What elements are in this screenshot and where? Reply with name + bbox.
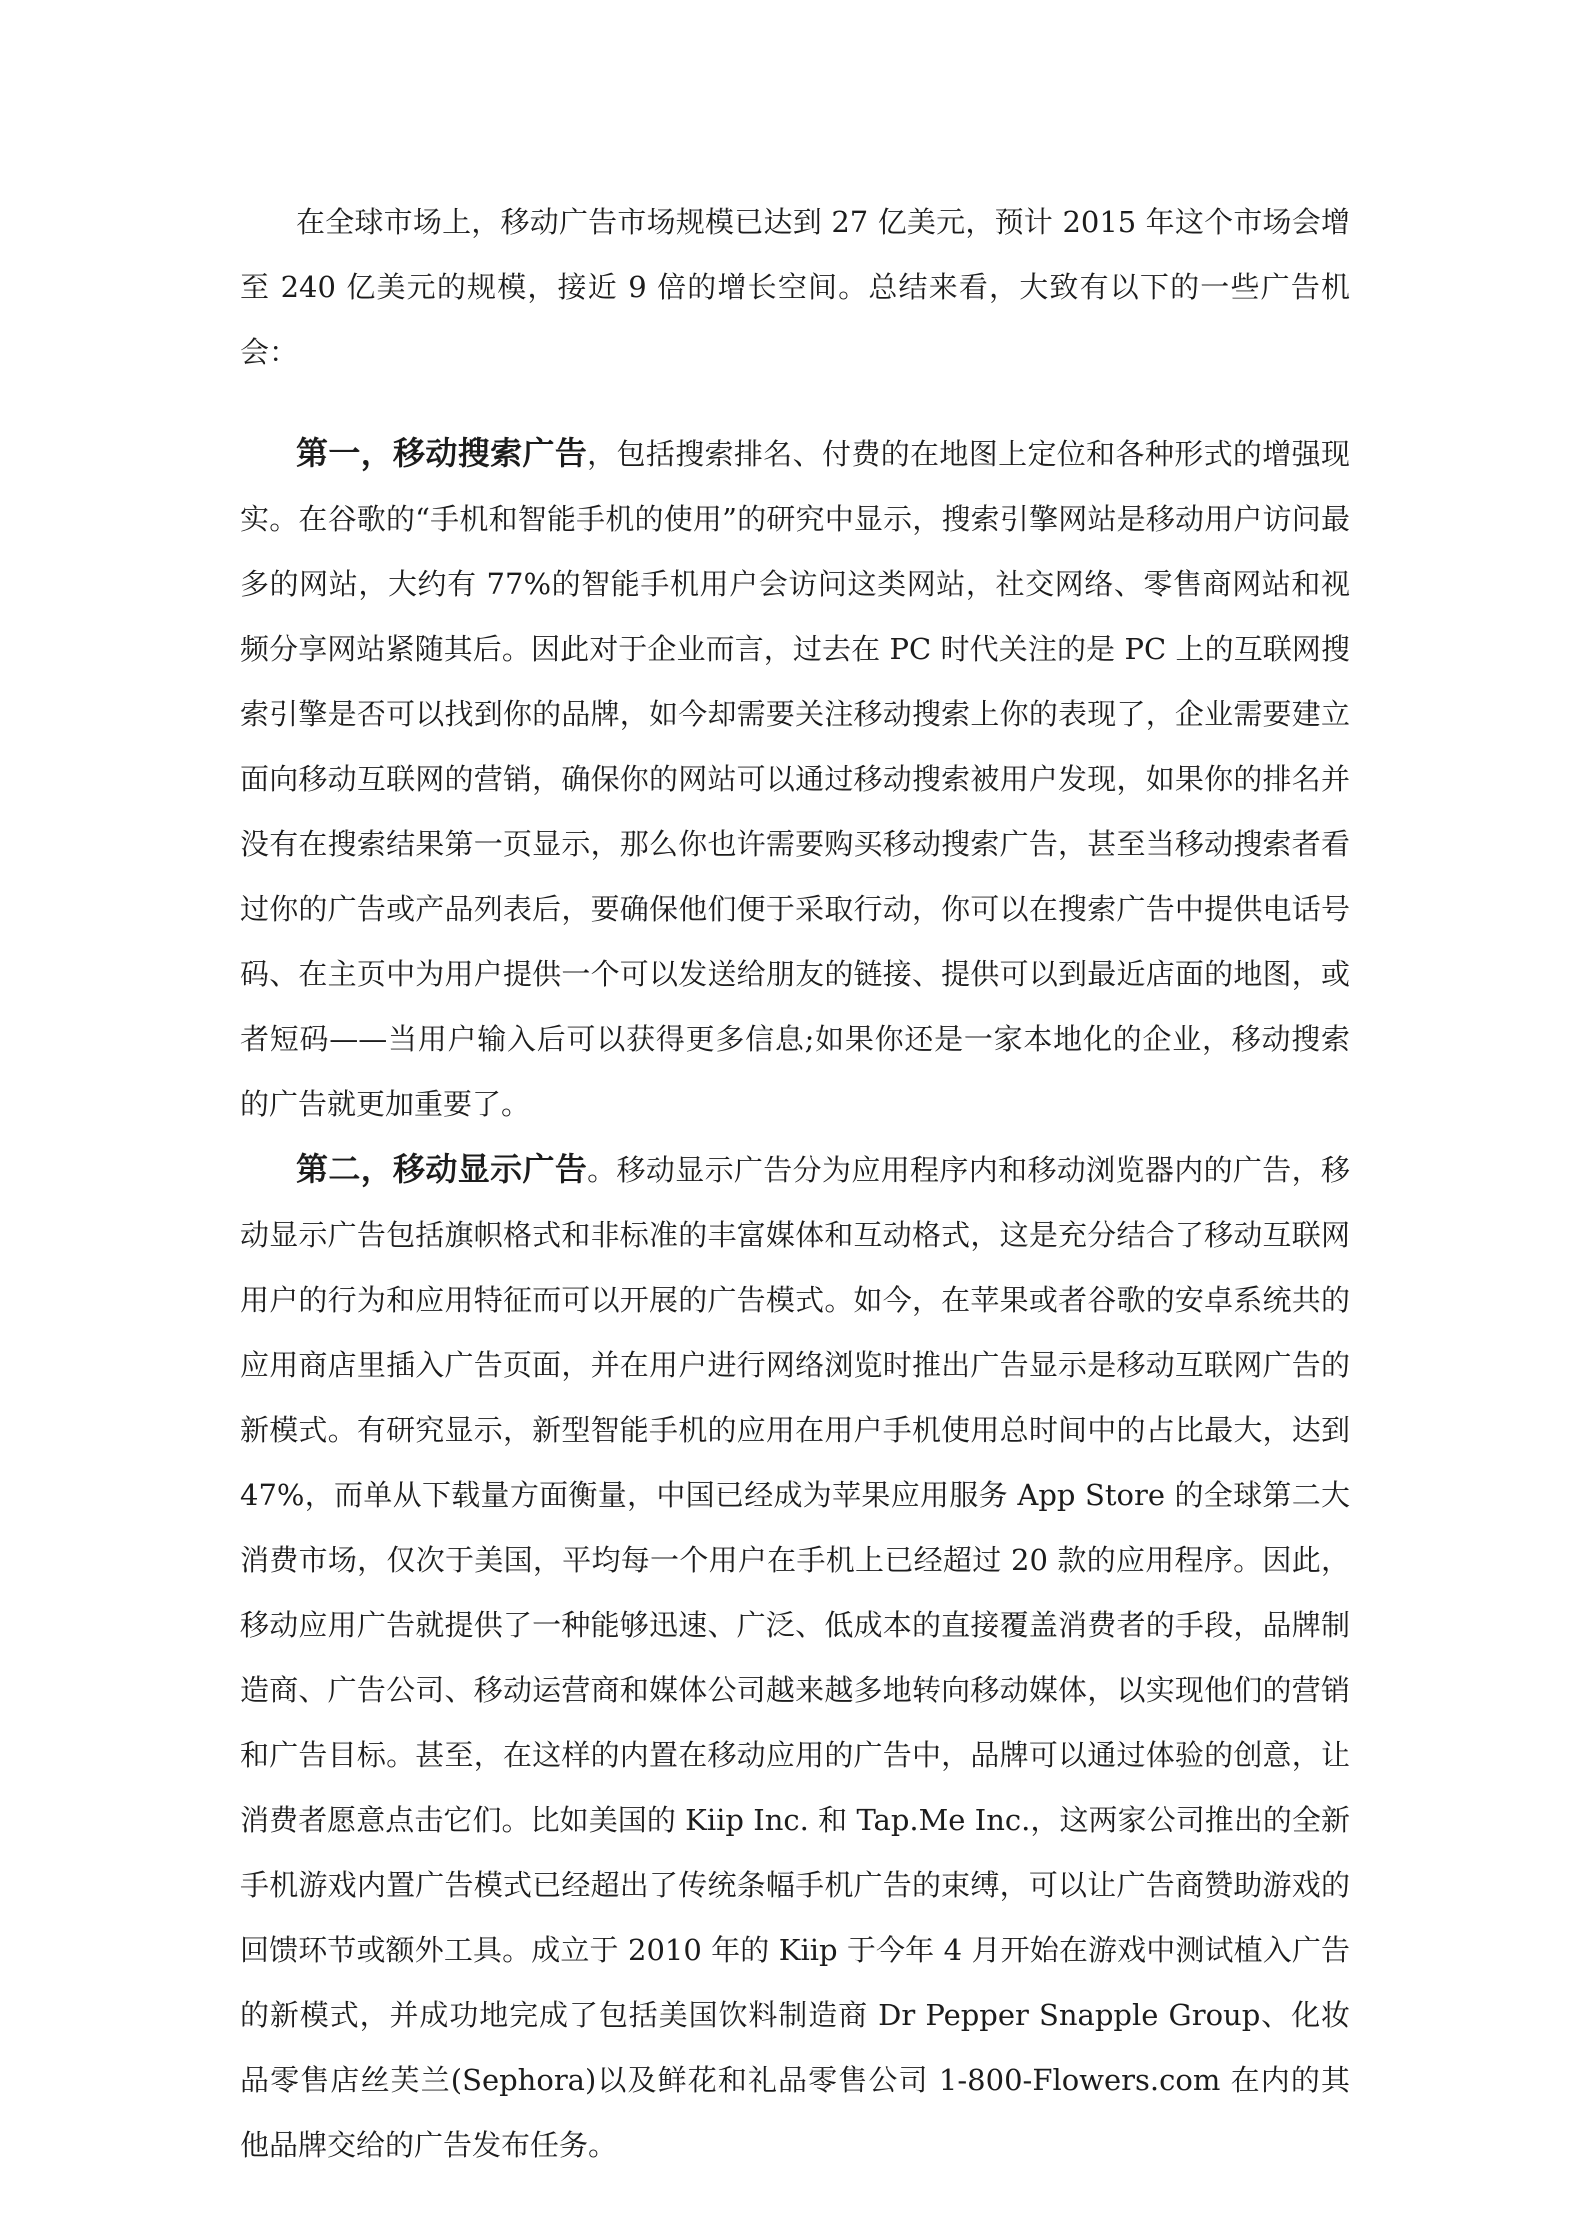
mobile-display-ads-heading: 第二，移动显示广告 — [296, 1150, 588, 1188]
intro-paragraph-text: 在全球市场上，移动广告市场规模已达到 27 亿美元，预计 2015 年这个市场会增至 240 亿美元的规模，接近 9 倍的增长空间。总结来看，大致有以下的一些广告机会： — [240, 205, 1350, 369]
mobile-display-ads-text: 。移动显示广告分为应用程序内和移动浏览器内的广告，移动显示广告包括旗帜格式和非标准的丰富媒体和互动格式，这是充分结合了移动互联网用户的行为和应用特征而可以开展的广告模式。如今，在苹果或者谷歌的安卓系统共的应用商店里插入广告页面，并在用户进行网络浏览时推出广告显示是移动互联网广告的新模式。有研究显示，新型智能手机的应用在用户手机使用总时间中的占比最大，达到 47%，而单从下载量方面衡量，中国已经成为苹果应用服务 App Store 的全球第二大消费市场，仅次于美国，平均每一个用户在手机上已经超过 20 款的应用程序。因此，移动应用广告就提供了一种能够迅速、广泛、低成本的直接覆盖消费者的手段，品牌制造商、广告公司、移动运营商和媒体公司越来越多地转向移动媒体，以实现他们的营销和广告目标。甚至，在这样的内置在移动应用的广告中，品牌可以通过体验的创意，让消费者愿意点击它们。比如美国的 Kiip Inc. 和 Tap.Me Inc.，这两家公司推出的全新手机游戏内置广告模式已经超出了传统条幅手机广告的束缚，可以让广告商赞助游戏的回馈环节或额外工具。成立于 2010 年的 Kiip 于今年 4 月开始在游戏中测试植入广告的新模式，并成功地完成了包括美国饮料制造商 Dr Pepper Snapple Group、化妆品零售店丝芙兰(Sephora)以及鲜花和礼品零售公司 1-800-Flowers.com 在内的其他品牌交给的广告发布任务。 — [240, 1153, 1350, 2162]
mobile-search-ads-text: ，包括搜索排名、付费的在地图上定位和各种形式的增强现实。在谷歌的“手机和智能手机的使用”的研究中显示，搜索引擎网站是移动用户访问最多的网站，大约有 77%的智能手机用户会访问这类网站，社交网络、零售商网站和视频分享网站紧随其后。因此对于企业而言，过去在 PC 时代关注的是 PC 上的互联网搜索引擎是否可以找到你的品牌，如今却需要关注移动搜索上你的表现了，企业需要建立面向移动互联网的营销，确保你的网站可以通过移动搜索被用户发现，如果你的排名并没有在搜索结果第一页显示，那么你也许需要购买移动搜索广告，甚至当移动搜索者看过你的广告或产品列表后，要确保他们便于采取行动，你可以在搜索广告中提供电话号码、在主页中为用户提供一个可以发送给朋友的链接、提供可以到最近店面的地图，或者短码——当用户输入后可以获得更多信息;如果你还是一家本地化的企业，移动搜索的广告就更加重要了。 — [240, 437, 1350, 1121]
document-body — [240, 190, 1350, 2178]
intro-paragraph — [240, 190, 1350, 385]
mobile-search-ads-heading: 第一，移动搜索广告 — [296, 434, 588, 472]
mobile-search-ads-paragraph — [240, 421, 1350, 1137]
mobile-display-ads-paragraph — [240, 1137, 1350, 2178]
